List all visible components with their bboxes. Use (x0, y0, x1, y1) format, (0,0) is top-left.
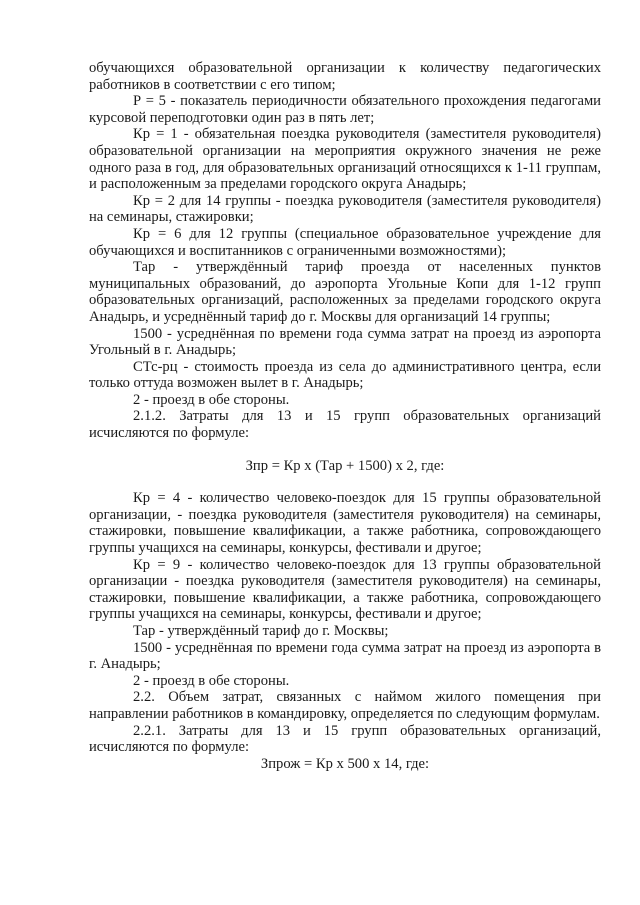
formula-zprozh: Зпрож = Кр х 500 х 14, где: (260, 755, 430, 772)
paragraph-2-2-1: 2.2.1. Затраты для 13 и 15 групп образовательных организаций, исчисляются по формуле: (89, 722, 601, 756)
paragraph-p-periodicity: Р = 5 - показатель периодичности обязательного прохождения педагогами курсовой переподготовки один раз в пять лет; (89, 93, 601, 126)
document-page (89, 60, 601, 772)
paragraph-1500: 1500 - усреднённая по времени года сумма затрат на проезд из аэропорта Угольный в г. Анадырь; (89, 325, 601, 359)
paragraph-2-2: 2.2. Объем затрат, связанных с наймом жилого помещения при направлении работников в командировку, определяется по следующим формулам. (89, 689, 601, 722)
paragraph-tar-moscow: Тар - утверждённый тариф до г. Москвы; (133, 623, 389, 639)
paragraph-kr-6: Кр = 6 для 12 группы (специальное образовательное учреждение для обучающихся и воспитанников с ограниченными возможностями); (89, 225, 601, 259)
paragraph-kr-2: Кр = 2 для 14 группы - поездка руководителя (заместителя руководителя) на семинары, стажировки; (89, 192, 601, 226)
paragraph-kr-4: Кр = 4 - количество человеко-поездок для 15 группы образовательной организации, - поездка руководителя (заместителя руководителя) на семинары, стажировки, повышение квалификации, а также работника, сопровождающего группы учащихся на семинары, конкурсы, фестивали и другое; (89, 490, 601, 557)
paragraph-1500-airport: 1500 - усреднённая по времени года сумма затрат на проезд из аэропорта в г. Анадырь; (89, 639, 601, 673)
paragraph-2-1-2: 2.1.2. Затраты для 13 и 15 групп образовательных организаций исчисляются по формуле: (89, 408, 601, 442)
formula-zpr: Зпр = Кр х (Тар + 1500) х 2, где: (245, 457, 445, 474)
paragraph-two-ways-2: 2 - проезд в обе стороны. (133, 672, 290, 689)
paragraph-kr-1: Кр = 1 - обязательная поездка руководителя (заместителя руководителя) образовательной организации на мероприятия окружного значения не реже одного раза в год, для образовательных организаций относящихся к 1-11 группам, и расположенным за пределами городского округа Анадырь; (89, 126, 601, 193)
paragraph-stc-rc: СТс-рц - стоимость проезда из села до административного центра, если только оттуда возможен вылет в г. Анадырь; (89, 358, 601, 392)
paragraph-tar: Тар - утверждённый тариф проезда от населенных пунктов муниципальных образований, до аэропорта Угольные Копи для 1-12 групп образовательных организаций, расположенных за пределами городского округа Анадырь, и усреднённый тариф до г. Москвы для организаций 14 группы; (89, 259, 601, 325)
paragraph-kr-9: Кр = 9 - количество человеко-поездок для 13 группы образовательной организации - поездка руководителя (заместителя руководителя) на семинары, стажировки, повышение квалификации, а также работника, сопровождающего группы учащихся на семинары, конкурсы, фестивали и другое; (89, 556, 601, 623)
paragraph-two-ways: 2 - проезд в обе стороны. (133, 391, 290, 408)
paragraph-continuation: обучающихся образовательной организации к количеству педагогических работников в соответствии с его типом; (89, 60, 601, 93)
